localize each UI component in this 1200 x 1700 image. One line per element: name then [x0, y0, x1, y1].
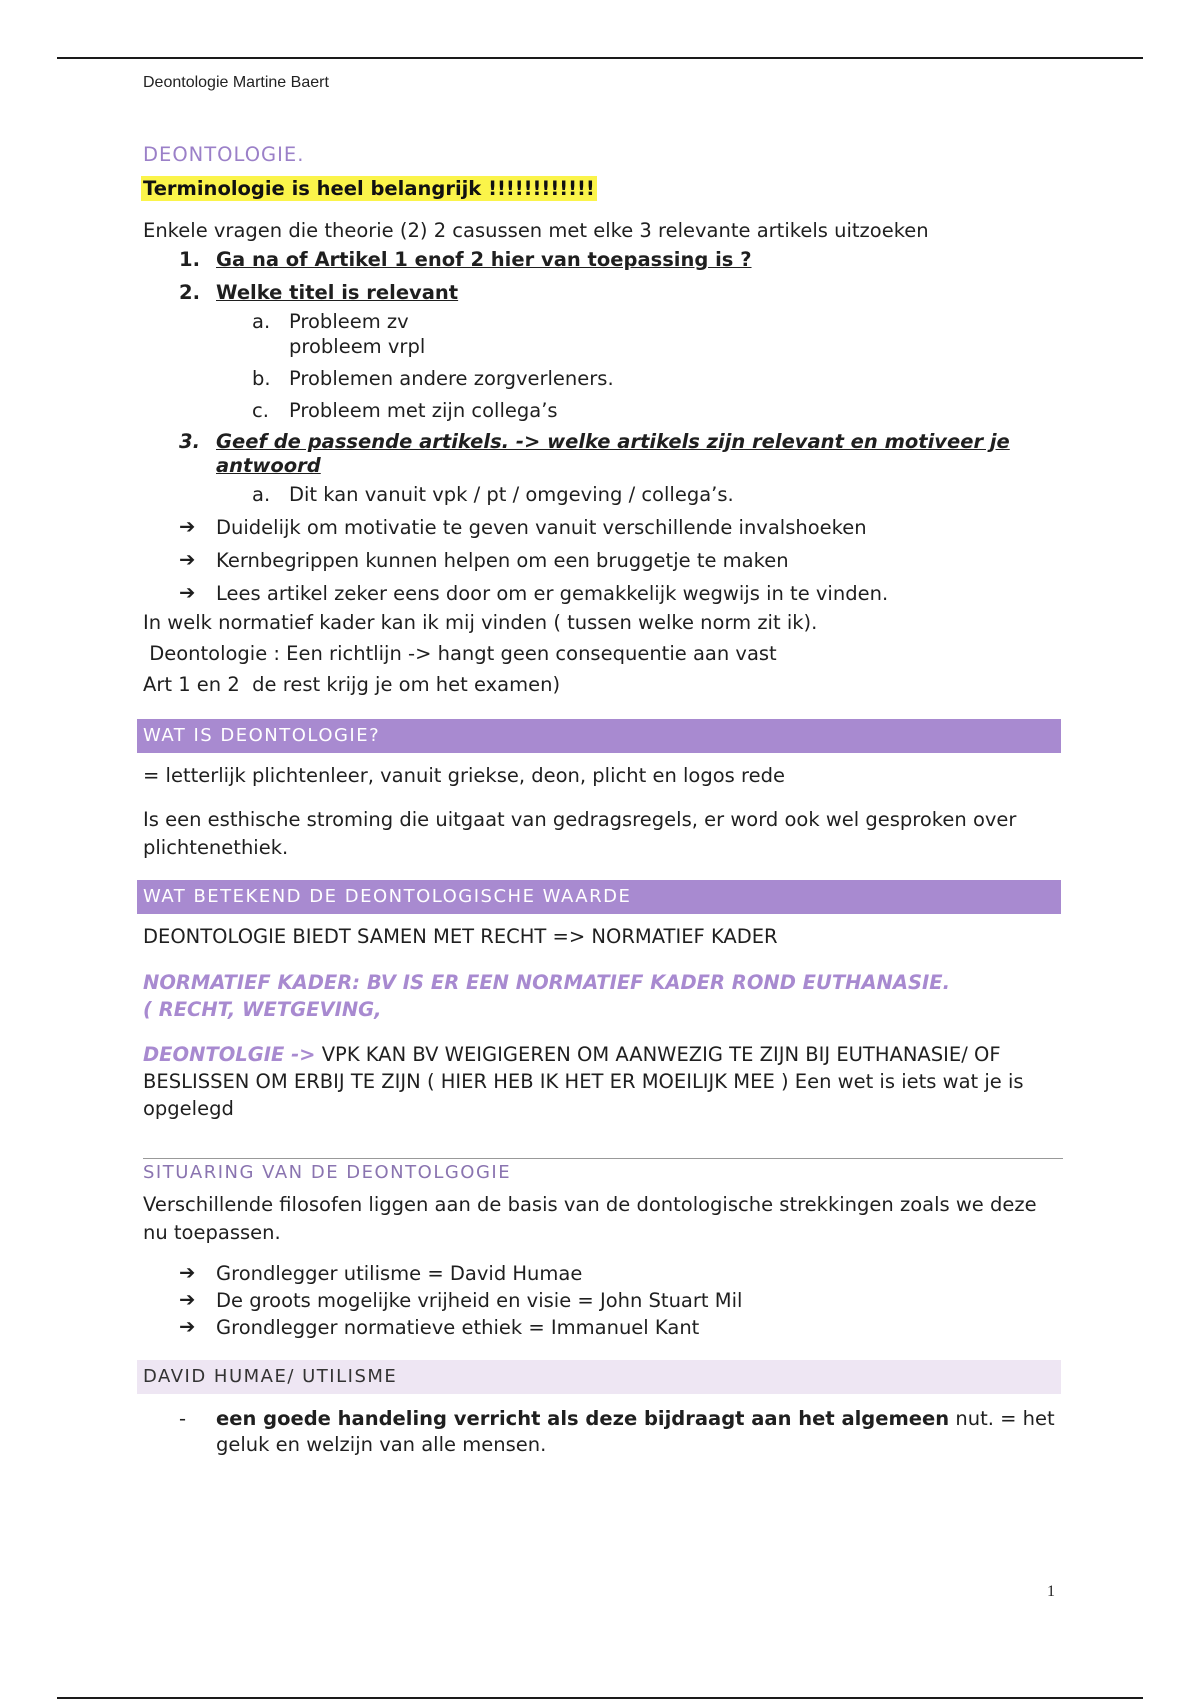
- list-number: 3.: [179, 430, 200, 453]
- page-content: [143, 143, 1063, 1458]
- dash-bullet: -: [179, 1407, 187, 1430]
- heading-david-humae: DAVID HUMAE/ UTILISME: [137, 1360, 1061, 1394]
- list-item: [143, 430, 1063, 507]
- sub-list-item: [143, 398, 1063, 423]
- sub-item-text: Probleem zv: [289, 310, 409, 333]
- arrow-item: [143, 548, 1063, 573]
- arrow-item: [143, 1315, 1063, 1340]
- sub-item-text: Probleem met zijn collega’s: [289, 399, 558, 422]
- sub-letter: a.: [252, 310, 271, 333]
- arrow-item: [143, 581, 1063, 606]
- dash-item-bold: een goede handeling verricht als deze bijdraagt aan het algemeen: [216, 1407, 950, 1430]
- dash-item-text: nut. = het geluk en welzijn van alle mensen.: [216, 1407, 1055, 1456]
- definition-text: = letterlijk plichtenleer, vanuit griekse, deon, plicht en logos rede: [143, 764, 785, 787]
- sub-letter: b.: [252, 367, 271, 390]
- sub-item-text: Dit kan vanuit vpk / pt / omgeving / collega’s.: [289, 483, 734, 506]
- numbered-list: [143, 247, 1063, 507]
- sub-list-item: [143, 309, 1063, 359]
- normative-example: [143, 969, 1063, 1023]
- arrow-item-text: Duidelijk om motivatie te geven vanuit verschillende invalshoeken: [216, 516, 867, 539]
- philosopher-list: [143, 1261, 1063, 1340]
- arrow-item-text: De groots mogelijke vrijheid en visie = John Stuart Mil: [216, 1289, 743, 1312]
- sub-list-item: [143, 366, 1063, 391]
- heading-situering: SITUARING VAN DE DEONTOLGOGIE: [143, 1158, 1063, 1183]
- list-item-text: Ga na of Artikel 1 enof 2 hier van toepassing is ?: [216, 248, 752, 271]
- intro-text: Enkele vragen die theorie (2) 2 casussen met elke 3 relevante artikels uitzoeken: [143, 219, 929, 242]
- sub-letter: c.: [252, 399, 269, 422]
- arrow-icon: ➔: [179, 1288, 196, 1311]
- arrow-icon: ➔: [179, 515, 196, 538]
- normative-statement: DEONTOLOGIE BIEDT SAMEN MET RECHT => NORMATIEF KADER: [143, 925, 778, 948]
- arrow-icon: ➔: [179, 1261, 196, 1284]
- heading-deontologische-waarde: WAT BETEKEND DE DEONTOLOGISCHE WAARDE: [137, 880, 1061, 914]
- arrow-item-text: Grondlegger utilisme = David Humae: [216, 1262, 583, 1285]
- deontology-text: VPK KAN BV WEIGIGEREN OM AANWEZIG TE ZIJN BIJ EUTHANASIE/ OF BESLISSEN OM ERBIJ TE ZIJN ( HIER HEB IK HET ER MOEILIJK MEE ) Een wet is iets wat je is opgelegd: [143, 1043, 1024, 1120]
- dash-item: [143, 1406, 1063, 1458]
- page-number: 1: [1047, 1583, 1055, 1600]
- body-line: Deontologie : Een richtlijn -> hangt geen consequentie aan vast: [143, 642, 777, 665]
- deontology-example: [143, 1041, 1063, 1122]
- arrow-icon: ➔: [179, 1315, 196, 1338]
- arrow-icon: ➔: [179, 581, 196, 604]
- normative-example-line: NORMATIEF KADER: BV IS ER EEN NORMATIEF KADER ROND EUTHANASIE.: [143, 971, 950, 994]
- sub-item-text: Problemen andere zorgverleners.: [289, 367, 614, 390]
- body-line: In welk normatief kader kan ik mij vinden ( tussen welke norm zit ik).: [143, 611, 818, 634]
- normative-example-line: ( RECHT, WETGEVING,: [143, 998, 382, 1021]
- situering-paragraph: Verschillende filosofen liggen aan de basis van de dontologische strekkingen zoals we deze nu toepassen.: [143, 1193, 1037, 1244]
- sub-list-item: [143, 482, 1063, 507]
- body-line: Art 1 en 2 de rest krijg je om het examen): [143, 673, 561, 696]
- sub-letter: a.: [252, 483, 271, 506]
- list-item-text: Geef de passende artikels. -> welke artikels zijn relevant en motiveer je antwoord: [216, 430, 1010, 477]
- list-item: [143, 280, 1063, 423]
- arrow-list: [143, 515, 1063, 606]
- sub-list: [216, 482, 1063, 507]
- definition-paragraph: Is een esthische stroming die uitgaat van gedragsregels, er word ook wel gesproken over plichtenethiek.: [143, 808, 1017, 859]
- arrow-item-text: Lees artikel zeker eens door om er gemakkelijk wegwijs in te vinden.: [216, 582, 889, 605]
- sub-list: [216, 309, 1063, 423]
- arrow-item: [143, 1261, 1063, 1286]
- arrow-item-text: Kernbegrippen kunnen helpen om een bruggetje te maken: [216, 549, 789, 572]
- bottom-rule: [57, 1697, 1143, 1699]
- arrow-item: [143, 1288, 1063, 1313]
- deontology-label: DEONTOLGIE ->: [143, 1043, 316, 1066]
- arrow-item: [143, 515, 1063, 540]
- list-number: 1.: [179, 248, 200, 271]
- top-rule: [57, 57, 1143, 59]
- sub-item-text: probleem vrpl: [289, 335, 426, 358]
- arrow-icon: ➔: [179, 548, 196, 571]
- list-number: 2.: [179, 281, 200, 304]
- list-item: [143, 247, 1063, 272]
- document-header: Deontologie Martine Baert: [143, 74, 329, 91]
- section-title: DEONTOLOGIE.: [143, 143, 305, 166]
- arrow-item-text: Grondlegger normatieve ethiek = Immanuel Kant: [216, 1316, 700, 1339]
- highlighted-text: Terminologie is heel belangrijk !!!!!!!!!!!!: [143, 177, 595, 200]
- heading-wat-is-deontologie: WAT IS DEONTOLOGIE?: [137, 719, 1061, 753]
- highlight-line: [143, 177, 1063, 200]
- list-item-text: Welke titel is relevant: [216, 281, 459, 304]
